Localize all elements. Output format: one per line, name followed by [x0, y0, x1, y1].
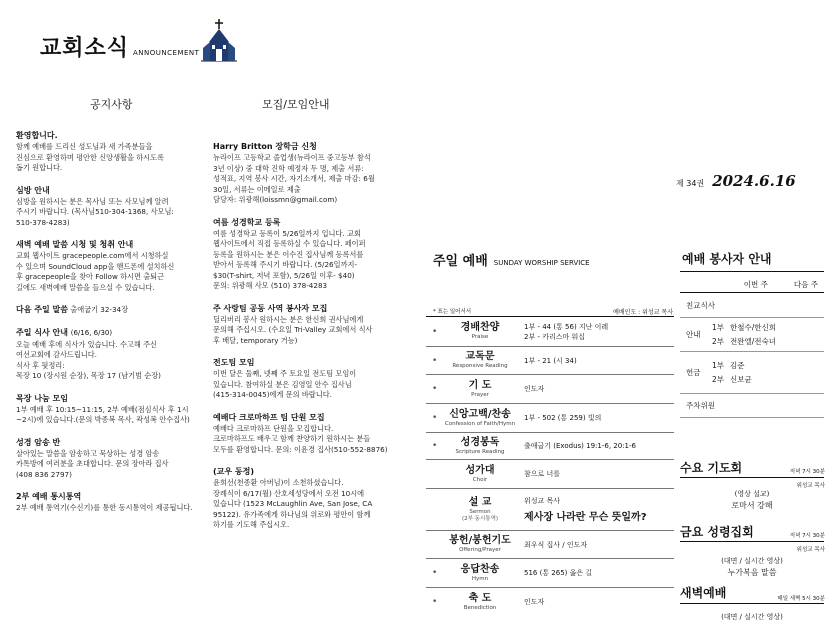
notice-title: 2부 예배 통시통역	[16, 492, 82, 501]
notice-body: 2부 예배 통역기(수신기)를 통한 동시통역이 제공됩니다.	[16, 503, 193, 512]
order-name-en: Hymn	[471, 575, 489, 582]
volunteer-name: 전완엘/전숙녀	[730, 337, 776, 346]
order-content: 인도자	[524, 598, 545, 606]
order-name-en: Choir	[472, 476, 488, 483]
notice-body: 함께 예배를 드리신 성도님과 새 가족분들을 진심으로 환영하며 평안한 신앙생활을 하시도록 돕기 원합니다.	[16, 142, 165, 172]
notice-item	[16, 130, 201, 174]
notice-item	[16, 393, 201, 426]
recruit-column	[213, 141, 393, 542]
service-number: 2부	[712, 337, 725, 346]
volunteers-title: 예배 봉사자 안내	[682, 252, 772, 266]
issue-volume: 제 34권	[676, 179, 705, 188]
worship-order-row	[426, 317, 674, 347]
friday-line: (대면 / 실시간 영상)	[721, 557, 783, 565]
notice-item	[16, 437, 201, 481]
order-name: 봉헌/봉헌기도	[449, 535, 511, 546]
notice-body: 심방을 원하시는 분은 목사님 또는 사모님께 알려 주시기 바랍니다. (목사님510-304-1368, 사모님: 510-378-4283)	[16, 196, 174, 227]
friday-title: 금요 성령집회	[680, 525, 754, 539]
notice-title: 심방 안내	[16, 185, 50, 195]
page-subtitle: ANNOUNCEMENT	[133, 49, 200, 57]
recruit-body: 윤희선(천종환 아버님)이 소천하셨습니다. 장례식이 6/17(월) 산호세성당에서 오전 10시에 있습니다 (1523 McLaughlin Ave, San Jose, CA 95122). 유가족에게 하나님의 위로와 평안이 함께 하기를 기도해 주십시오.	[213, 478, 373, 529]
order-name: 성경봉독	[460, 436, 500, 448]
order-name: 성가대	[465, 464, 495, 476]
notice-item	[16, 304, 201, 316]
order-content: 최우식 집사 / 인도자	[524, 540, 588, 549]
notice-item	[16, 327, 201, 382]
order-name: 교독문	[465, 351, 495, 362]
volunteer-row	[680, 294, 824, 318]
friday-leader: 위성교 목사	[796, 547, 825, 553]
recruit-item	[213, 466, 393, 531]
notice-item	[16, 491, 201, 514]
order-content: 1부 - 502 (통 259) 빛의	[524, 414, 602, 422]
recruit-body: 여름 성경학교 등록이 5/26일까지 입니다. 교회 웹사이트에서 직접 등록하실 수 있습니다. 페이퍼 등록을 원하시는 분은 이수진 집사님께 등록서를 받아서 등록해 주시기 바랍니다. (5/26일까지- $30(T-shirt, 저녁 포함), 5/26일 이후- $40) 문의: 위광해 사모 (510) 378-4283	[213, 228, 366, 290]
notice-item	[16, 185, 201, 229]
recruit-title: 예배다 크로마하프 팀 단원 모집	[213, 412, 325, 422]
order-content: 1부 - 44 (통 56) 지난 이레	[524, 322, 609, 331]
standing-bullet: •	[432, 597, 438, 607]
recruit-title: 주 사랑팀 공동 사역 봉사자 모집	[213, 303, 328, 313]
order-name: 설 교	[468, 496, 492, 508]
worship-note: * 표는 일어서서	[433, 309, 472, 315]
notice-title: 환영합니다.	[16, 131, 58, 140]
worship-preacher: 예배인도 : 위성교 목사	[613, 309, 673, 316]
order-name-en: Prayer	[471, 391, 489, 398]
order-name-en: Scripture Reading	[455, 448, 505, 455]
order-name-en: Responsive Reading	[452, 363, 508, 369]
standing-bullet: •	[432, 441, 438, 451]
order-name-en: Praise	[471, 334, 489, 340]
recruit-item	[213, 303, 393, 347]
recruit-title: Harry Britton 장학금 신청	[213, 142, 317, 151]
sermon-title: 제사장 나라란 무슨 뜻일까?	[524, 512, 647, 523]
volunteer-row	[680, 352, 824, 394]
order-name: 경배찬양	[460, 322, 500, 333]
worship-order-row	[426, 588, 674, 616]
divider	[680, 271, 824, 272]
notice-title: 다음 주일 말씀	[16, 305, 68, 314]
col-this-week: 이번 주	[743, 280, 768, 289]
standing-bullet: •	[432, 568, 438, 578]
divider	[680, 603, 824, 604]
notice-column	[16, 130, 201, 525]
dawn-title: 새벽예배	[680, 586, 727, 600]
issue-date: 2024.6.16	[712, 172, 796, 190]
order-name-note: (2부 동시통역)	[461, 515, 499, 522]
divider	[680, 292, 824, 293]
col-next-week: 다음 주	[793, 280, 818, 289]
order-content: 참으로 너를	[524, 470, 561, 478]
notice-title: 새벽 예배 말씀 시청 및 청취 안내	[16, 240, 134, 249]
dawn-time: 매일 새벽 5시 30분	[777, 596, 825, 602]
worship-order-row	[426, 460, 674, 489]
wednesday-line: 로마서 강해	[731, 501, 773, 510]
volunteer-role: 주차위원	[686, 401, 715, 410]
volunteer-role: 친교식사	[686, 301, 715, 310]
issue-info	[676, 172, 796, 190]
recruit-title: (교우 동정)	[213, 467, 255, 476]
worship-title	[433, 250, 590, 269]
header	[40, 18, 237, 62]
volunteer-row	[680, 318, 824, 352]
friday-time: 저녁 7시 30분	[789, 533, 825, 539]
service-number: 1부	[712, 323, 725, 332]
divider	[680, 477, 824, 478]
notice-item	[16, 239, 201, 293]
order-name: 응답찬송	[460, 563, 500, 575]
recruit-item	[213, 357, 393, 401]
worship-order	[426, 316, 674, 616]
order-content: 위성교 목사	[524, 497, 561, 505]
notice-title: 성경 암송 반	[16, 437, 61, 447]
notice-title: 목장 나눔 모임	[16, 393, 68, 403]
standing-bullet: •	[432, 384, 438, 394]
worship-order-row	[426, 531, 674, 559]
recruit-item	[213, 412, 393, 456]
order-content: 2부 - 카리스마 워십	[524, 332, 585, 341]
wednesday-line: (영상 설교)	[734, 490, 770, 498]
worship-title-ko: 주일 예배	[433, 254, 488, 269]
recruit-item	[213, 217, 393, 292]
notice-body: 출애굽기 32-34장	[70, 305, 129, 314]
order-name-en: Offering/Prayer	[459, 547, 501, 553]
service-number: 1부	[712, 361, 725, 370]
worship-order-row	[426, 489, 674, 531]
order-name: 축 도	[468, 592, 492, 604]
recruit-title: 여름 성경학교 등록	[213, 217, 281, 227]
volunteers-header	[680, 279, 824, 290]
friday-line: 누가복음 말씀	[727, 568, 777, 577]
volunteer-role: 안내	[686, 330, 701, 339]
standing-bullet: •	[432, 355, 438, 366]
order-name-en: Sermon	[469, 508, 491, 515]
wednesday-time: 저녁 7시 30분	[789, 469, 825, 475]
recruit-body: 예배다 크로마하프 단원을 모집합니다. 크로마하프도 배우고 함께 찬양하기 원하시는 분들 모두를 환영합니다. 문의: 이윤경 집사(510-552-8876)	[213, 423, 388, 454]
order-content: 인도자	[524, 385, 545, 393]
notice-body: 오늘 예배 후에 식사가 있습니다. 수고해 주신 여선교회에 감사드립니다. 식사 후 뒷정리: 목장 10 (장시원 순장), 목장 17 (남기범 순장)	[16, 339, 161, 380]
order-name: 신앙고백/찬송	[449, 408, 511, 420]
wednesday-title: 수요 기도회	[680, 461, 743, 475]
recruit-body: 뉴라이프 고등학교 졸업생(뉴라이프 중고등부 참석 3년 이상) 중 대학 진학 예정자 두 명, 제출 서류: 성적표, 지역 봉사 시간, 자기소개서, 제출 마감: 6월 30일, 서류는 이메일로 제출 담당자: 위광해(loissmn@gmail.com)	[213, 153, 375, 204]
worship-order-row	[426, 375, 674, 404]
worship-order-row	[426, 347, 674, 375]
volunteer-row	[680, 394, 824, 418]
order-name-en: Confession of Faith/Hymn	[444, 420, 516, 427]
notice-body: 교회 웹사이트 gracepeople.com에서 시청하실 수 있으며 SoundCloud app을 핸드폰에 설치하신 후 gracepeople을 찾아 Follow 하시면 출퇴근 길에도 새벽예배 말씀을 들으실 수 있습니다.	[16, 251, 175, 292]
notice-body: 1부 예배 후 10:15~11:15, 2부 예배(점심식사 후 1시 ~2시)에 있습니다.(문의 박종복 목사, 곽성복 안수집사)	[16, 404, 190, 424]
order-name: 기 도	[468, 379, 492, 391]
service-number: 2부	[712, 375, 725, 384]
dawn-line: (대면 / 실시간 영상)	[721, 613, 783, 621]
worship-title-en: SUNDAY WORSHIP SERVICE	[493, 259, 590, 267]
volunteers-table	[680, 294, 824, 418]
order-content: 1부 - 21 (시 34)	[524, 356, 577, 365]
recruit-item	[213, 141, 393, 206]
notice-heading: 공지사항	[90, 98, 133, 111]
wednesday-leader: 위성교 목사	[796, 483, 825, 489]
worship-order-row	[426, 559, 674, 588]
divider	[680, 541, 824, 542]
worship-order-row	[426, 433, 674, 460]
church-icon	[201, 18, 237, 62]
order-name-en: Benediction	[463, 604, 497, 611]
recruit-body: 딜리버리 봉사 원하시는 분은 한신희 권사님에게 문의해 주십시오. (수요일 Tri-Valley 교회에서 식사 후 배달, temporary 거능)	[213, 314, 373, 345]
order-content: 출애굽기 (Exodus) 19:1-6, 20:1-6	[524, 442, 636, 450]
worship-order-row	[426, 404, 674, 433]
page-title: 교회소식	[40, 36, 130, 61]
order-content: 516 (통 265) 옳은 길	[524, 569, 593, 577]
recruit-title: 전도팀 모임	[213, 358, 255, 367]
worship-meta	[433, 307, 673, 316]
recruit-body: 이번 달은 둘째, 넷째 주 토요일 전도팀 모임이 있습니다. 참여하실 분은 김영일 안수 집사님 (415-314-0045)에게 문의 바랍니다.	[213, 369, 357, 399]
volunteer-name: 김준	[730, 361, 745, 370]
standing-bullet: •	[432, 326, 438, 337]
recruit-heading: 모집/모임안내	[262, 98, 330, 111]
volunteer-name: 신보균	[730, 375, 752, 384]
notice-body: 살아있는 말씀을 암송하고 묵상하는 성경 암송 카톡방에 여러분을 초대합니다. 문의 장아라 집사 (408 836 2797)	[16, 448, 169, 479]
volunteer-name: 한철수/한신희	[730, 323, 776, 332]
volunteer-role: 헌금	[686, 368, 701, 377]
standing-bullet: •	[432, 413, 438, 423]
notice-title: 주일 식사 안내 (6/16, 6/30)	[16, 327, 113, 337]
